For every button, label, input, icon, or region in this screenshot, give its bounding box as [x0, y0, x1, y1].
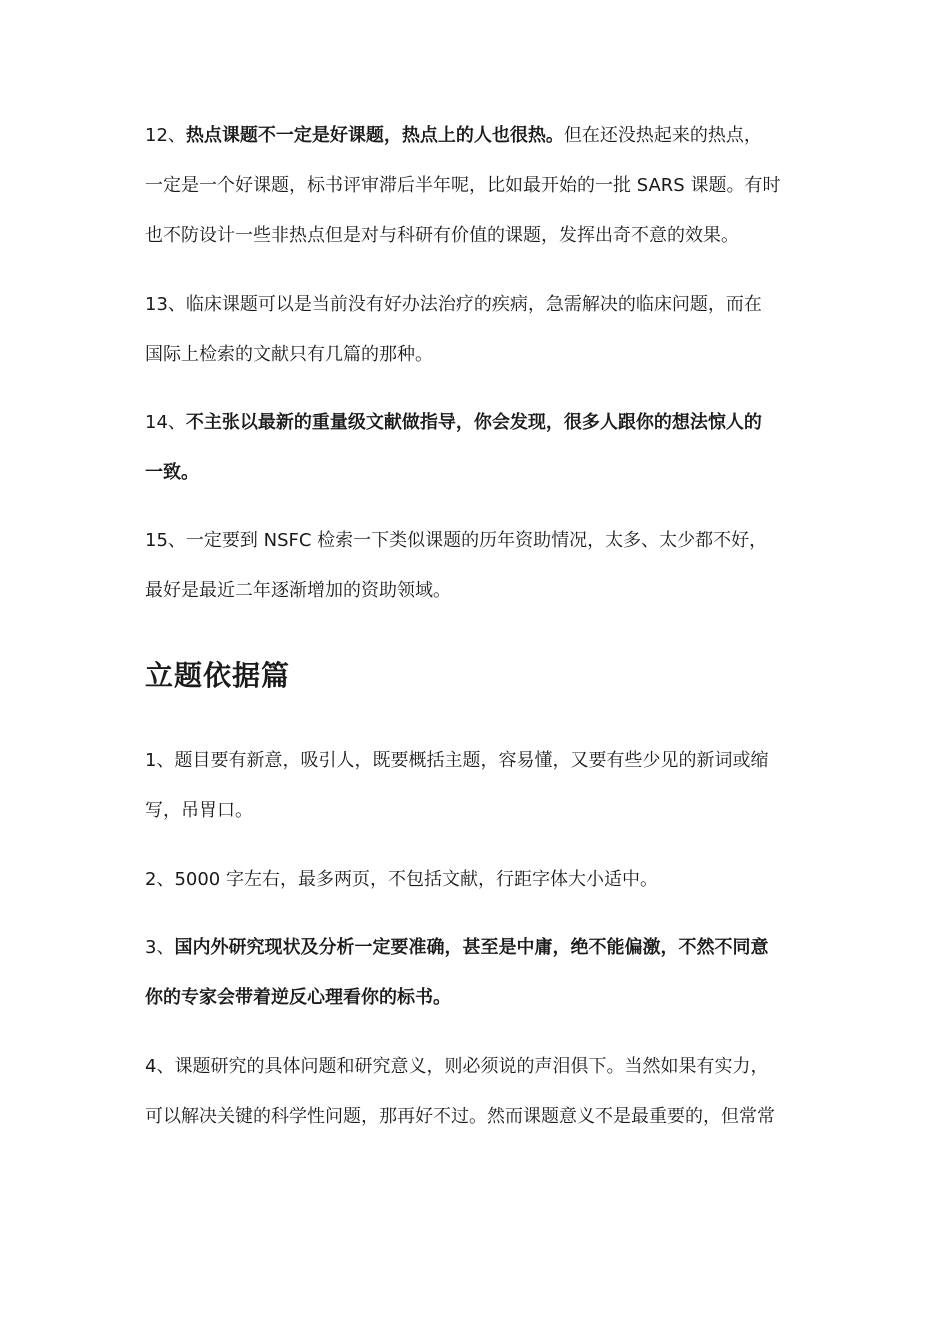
- item-number: 14、: [145, 412, 186, 433]
- paragraph-line: 写，吊胃口。: [145, 800, 253, 821]
- paragraph-line: 也不防设计一些非热点但是对与科研有价值的课题，发挥出奇不意的效果。: [145, 225, 739, 246]
- bold-statement: 热点课题不一定是好课题，热点上的人也很热。: [185, 125, 564, 146]
- paragraph-point-1: [145, 736, 810, 836]
- paragraph-line: 15、一定要到 NSFC 检索一下类似课题的历年资助情况，太多、太少都不好，: [145, 530, 768, 551]
- paragraph-item-12: [145, 111, 810, 261]
- paragraph-line: 4、课题研究的具体问题和研究意义，则必须说的声泪俱下。当然如果有实力，: [145, 1056, 769, 1077]
- paragraph-line: 一定是一个好课题，标书评审滞后半年呢，比如最开始的一批 SARS 课题。有时: [145, 175, 781, 196]
- paragraph-line: 1、题目要有新意，吸引人，既要概括主题，容易懂，又要有些少见的新词或缩: [145, 750, 769, 771]
- item-number: 3、: [145, 937, 175, 958]
- paragraph-line: 你的专家会带着逆反心理看你的标书。: [145, 987, 451, 1008]
- bold-statement: 不主张以最新的重量级文献做指导，你会发现，很多人跟你的想法惊人的: [185, 412, 762, 433]
- paragraph-line: 国际上检索的文献只有几篇的那种。: [145, 344, 433, 365]
- paragraph-line: [145, 111, 810, 161]
- paragraph-point-3: [145, 923, 810, 1023]
- paragraph-point-2: [145, 855, 810, 905]
- paragraph-line: [145, 398, 810, 448]
- paragraph-line: 2、5000 字左右，最多两页，不包括文献，行距字体大小适中。: [145, 869, 658, 890]
- item-number: 12、: [145, 125, 186, 146]
- paragraph-item-13: [145, 280, 810, 380]
- paragraph-text: 但在还没热起来的热点，: [563, 125, 762, 146]
- paragraph-item-15: [145, 516, 810, 616]
- paragraph-line: 一致。: [145, 462, 199, 483]
- bold-statement: 国内外研究现状及分析一定要准确，甚至是中庸，绝不能偏激，不然不同意: [174, 937, 769, 958]
- paragraph-line: 13、临床课题可以是当前没有好办法治疗的疾病，急需解决的临床问题，而在: [145, 294, 762, 315]
- paragraph-point-4: [145, 1042, 810, 1142]
- paragraph-item-14: [145, 398, 810, 498]
- paragraph-line: 可以解决关键的科学性问题，那再好不过。然而课题意义不是最重要的，但常常: [145, 1106, 775, 1127]
- paragraph-line: 最好是最近二年逐渐增加的资助领域。: [145, 580, 451, 601]
- section-heading: 立题依据篇: [145, 659, 291, 692]
- paragraph-line: [145, 923, 810, 973]
